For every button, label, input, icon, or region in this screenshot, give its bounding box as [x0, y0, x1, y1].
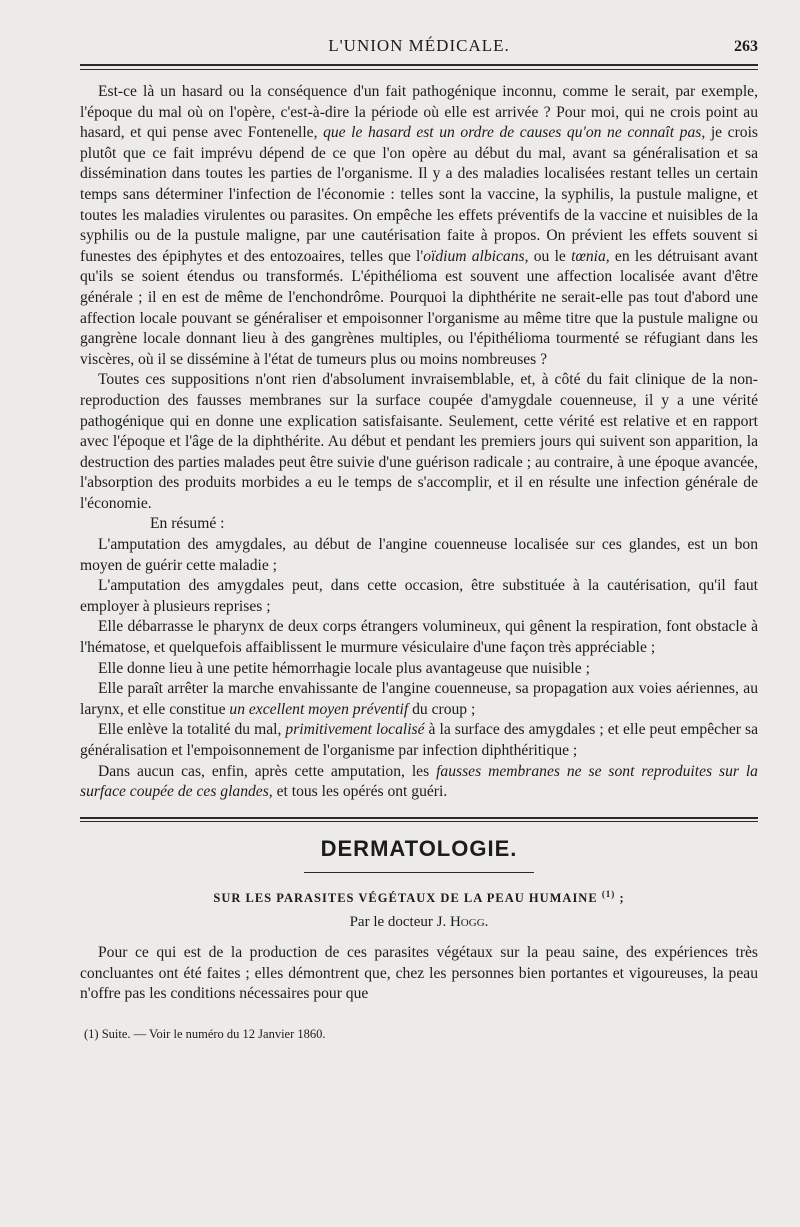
text-run: Elle enlève la totalité du mal,: [98, 721, 286, 739]
text-run: à la surface des amygdales ; et elle peut empêcher sa généralisation et l'empoisonnement de l'organisme par infection diphthéritique ;: [80, 721, 759, 759]
paragraph: [80, 762, 758, 803]
page-number: 263: [734, 38, 758, 55]
section-title: DERMATOLOGIE.: [320, 835, 518, 861]
text-run: je crois plutôt que ce fait imprévu dépend de ce que l'on opère au début du mal, avant sa généralisation et sa dissémination dans toutes les parties de l'organisme. Il y a des maladies localisées restant telles un certain temps sans déterminer l'infection de l'économie : telles sont la vaccine, la syphilis, la pustule maligne, et toutes les maladies virulentes ou parasites. On empêche les effets préventifs de la vaccine et nuisibles de la syphilis ou de la pustule maligne, par une cautérisation faite à propos. On prévient les effets souvent si funestes des épiphytes et des entozoaires, telles que l': [80, 124, 758, 265]
section-divider-thin: [80, 821, 758, 822]
paragraph: [80, 679, 758, 720]
article-author: [80, 914, 758, 931]
header-rule: [80, 69, 758, 70]
italic-run: fausses membranes ne se sont reproduites sur la surface coupée de ces glandes,: [80, 762, 758, 801]
footnote: (1) Suite. — Voir le numéro du 12 Janvier 1860.: [84, 1026, 326, 1041]
text-run: L'amputation des amygdales, au début de l'angine couenneuse localisée sur ces glandes, est un bon moyen de guérir cette maladie ;: [80, 536, 758, 574]
text-run: Elle donne lieu à une petite hémorrhagie locale plus avantageuse que nuisible ;: [98, 659, 590, 677]
text-run: Toutes ces suppositions n'ont rien d'absolument invraisemblable, et, à côté du fait clinique de la non-reproduction des fausses membranes sur la surface coupée d'amygdale couenneuse, il y a une vérité pathogénique qui en donne une explication satisfaisante. Seulement, cette vérité est relative et en rapport avec l'époque et l'âge de la diphthérite. Au début et pendant les premiers jours qui suivent son apparition, la destruction des parties malades peut être suivie d'une guérison radicale ; au contraire, à une époque avancée, l'absorption des produits morbides a eu le temps de s'accomplir, et il en résulte une infection générale de l'économie.: [80, 371, 758, 512]
paragraph: [80, 720, 758, 761]
paragraph: [80, 514, 758, 535]
text-run: En résumé :: [150, 515, 225, 533]
paragraph: [80, 617, 758, 658]
paragraph: [80, 82, 758, 370]
text-run: du croup ;: [408, 700, 476, 718]
footnote-ref: (1): [601, 888, 616, 899]
italic-run: que le hasard est un ordre de causes qu'on ne connaît pas,: [323, 124, 706, 142]
italic-run: oïdium albicans,: [423, 247, 529, 265]
italic-run: primitivement localisé: [285, 721, 425, 739]
article-text: [80, 943, 758, 1005]
italic-run: un excellent moyen préventif: [229, 700, 409, 718]
text-run: Elle paraît arrêter la marche envahissante de l'angine couenneuse, sa propagation aux voies aériennes, au larynx, et elle constitue: [80, 680, 758, 718]
article-title-text: SUR LES PARASITES VÉGÉTAUX DE LA PEAU HUMAINE: [213, 890, 598, 905]
paragraph: [80, 535, 758, 576]
text-run: L'amputation des amygdales peut, dans cette occasion, être substituée à la cautérisation, qu'il faut employer à plusieurs reprises ;: [80, 577, 758, 615]
text-run: Dans aucun cas, enfin, après cette amputation, les: [98, 762, 437, 780]
article-title: [80, 889, 758, 906]
article-paragraph: Pour ce qui est de la production de ces parasites végétaux sur la peau saine, des expériences très concluantes ont été faites ; elles démontrent que, chez les personnes bien portantes et vigoureuses, la peau n'offre pas les conditions nécessaires pour que: [80, 943, 758, 1003]
text-run: Est-ce là un hasard ou la conséquence d'un fait pathogénique inconnu, comme le serait, par exemple, l'époque du mal où on l'opère, c'est-à-dire la période où elle est arrivée ? Pour moi, qui ne crois point au hasard, et qui pense avec Fontenelle,: [80, 83, 758, 142]
paragraph: [80, 659, 758, 680]
section-divider: [80, 817, 758, 819]
title-rule: [304, 872, 534, 873]
paragraph: [80, 576, 758, 617]
author-name: J. Hogg.: [436, 913, 489, 930]
text-run: ou le: [528, 247, 572, 265]
italic-run: tœnia,: [571, 247, 610, 265]
text-run: Elle débarrasse le pharynx de deux corps étrangers volumineux, qui gênent la respiration, font obstacle à l'hématose, et quelquefois affaiblissent le murmure vésiculaire d'une façon très appréciable ;: [80, 618, 758, 657]
author-prefix: Par le docteur: [349, 913, 437, 930]
journal-title: L'UNION MÉDICALE.: [328, 36, 510, 55]
text-run: en les détruisant avant qu'ils se soient étendus ou transformés. L'épithélioma est souvent une affection localisée avant d'être générale ; il en est de même de l'enchondrôme. Pourquoi la diphthérite ne serait-elle pas tout d'abord une affection locale pouvant se généraliser et empoisonner l'organisme au même titre que la pustule maligne ou gangrène locale donnant lieu à des gangrènes multiples, ou l'épithélioma tourmenté se réfugiant dans les viscères, où il se dissémine à l'état de tumeurs plus ou moins nombreuses ?: [80, 247, 758, 368]
article-title-suffix: ;: [615, 890, 625, 905]
running-head: [80, 34, 758, 66]
body-text: [80, 82, 758, 803]
paragraph: [80, 370, 758, 514]
text-run: et tous les opérés ont guéri.: [272, 783, 448, 801]
